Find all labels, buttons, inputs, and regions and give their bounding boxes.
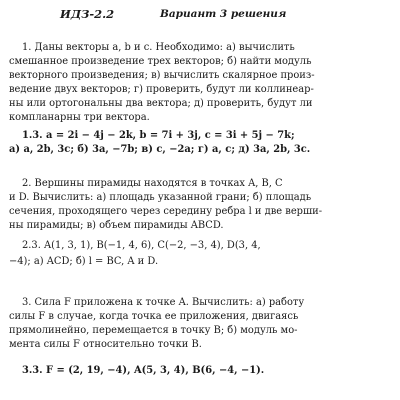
problem-2-task-line: 2.3. A(1, 3, 1), B(−1, 4, 6), C(−2, −3, 4), D(3, 4, xyxy=(22,240,261,251)
problem-3-line: мента силы F относительно точки B. xyxy=(9,339,202,350)
problem-1-task-line: а) a, 2b, 3c; б) 3a, −7b; в) c, −2a; г) a, c; д) 3a, 2b, 3c. xyxy=(9,144,311,155)
problem-3-line: силы F в случае, когда точка ее приложения, двигаясь xyxy=(9,311,299,322)
problem-1-line: компланарны три вектора. xyxy=(9,112,150,123)
problem-1-task-line: 1.3. a = 2i − 4j − 2k, b = 7i + 3j, c = 3i + 5j − 7k; xyxy=(22,130,295,141)
problem-2-line: и D. Вычислить: а) площадь указанной грани; б) площадь xyxy=(9,192,312,203)
problem-1-line: 1. Даны векторы a, b и c. Необходимо: а) вычислить xyxy=(22,42,295,53)
problem-3-task-line: 3.3. F = (2, 19, −4), A(5, 3, 4), B(6, −4, −1). xyxy=(22,365,265,376)
variant-title: Вариант 3 решения xyxy=(160,8,287,20)
problem-2-line: сечения, проходящего через середину ребра l и две верши- xyxy=(9,206,323,217)
problem-1-line: ны или ортогональны два вектора; д) проверить, будут ли xyxy=(9,98,313,109)
problem-2-task-line: −4); а) ACD; б) l = BC, A и D. xyxy=(9,256,159,267)
problem-3-line: 3. Сила F приложена к точке A. Вычислить: а) работу xyxy=(22,297,305,308)
problem-1-line: смешанное произведение трех векторов; б) найти модуль xyxy=(9,56,312,67)
problem-3-line: прямолинейно, перемещается в точку B; б) модуль мо- xyxy=(9,325,298,336)
assignment-code: ИДЗ-2.2 xyxy=(60,7,115,21)
problem-2-line: ны пирамиды; в) объем пирамиды ABCD. xyxy=(9,220,224,231)
problem-1-line: ведение двух векторов; г) проверить, будут ли коллинеар- xyxy=(9,84,314,95)
problem-2-line: 2. Вершины пирамиды находятся в точках A, B, C xyxy=(22,178,283,189)
problem-1-line: векторного произведения; в) вычислить скалярное произ- xyxy=(9,70,315,81)
page-header xyxy=(0,0,400,36)
